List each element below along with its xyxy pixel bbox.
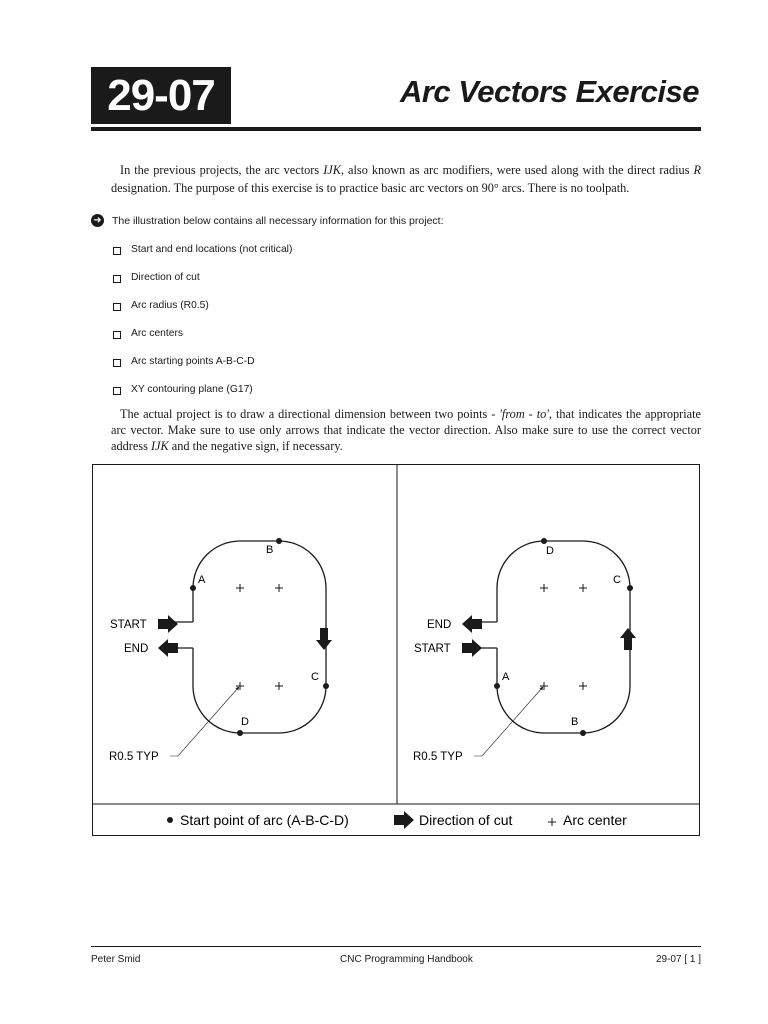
- list-item: [113, 356, 292, 384]
- start-point-dot: [541, 538, 547, 544]
- checkbox-square-icon: [113, 331, 121, 339]
- list-item: [113, 272, 292, 300]
- radius-leader-line: [170, 688, 238, 756]
- diagram-border: [93, 465, 700, 836]
- direction-of-cut-arrow-icon: [316, 628, 332, 650]
- start-point-dot: [494, 683, 500, 689]
- list-item: [113, 244, 292, 272]
- list-item-label: XY contouring plane (G17): [131, 384, 253, 395]
- checkbox-square-icon: [113, 247, 121, 255]
- body-text-2: , that indicates the appropriate arc vector. Make sure to use only arrows that indicate the vector direction. Also make sure to use the correct vector address: [111, 407, 701, 453]
- checkbox-square-icon: [113, 387, 121, 395]
- point-label-b: B: [266, 544, 274, 556]
- list-item-label: Arc starting points A-B-C-D: [131, 356, 255, 367]
- start-arrow-icon: [158, 615, 178, 633]
- footer-book: CNC Programming Handbook: [340, 954, 473, 965]
- direction-arrow-icon: [394, 811, 414, 829]
- checkbox-square-icon: [113, 359, 121, 367]
- list-item-label: Arc radius (R0.5): [131, 300, 209, 311]
- footer-rule: [91, 946, 701, 947]
- list-item-label: Start and end locations (not critical): [131, 244, 293, 255]
- start-point-dot: [323, 683, 329, 689]
- right-contour: [497, 541, 630, 733]
- start-point-dot: [237, 730, 243, 736]
- start-point-dot-icon: [167, 817, 173, 823]
- body-fromto: 'from - to': [499, 407, 549, 421]
- radius-leader-line: [474, 688, 542, 756]
- lead-text: The illustration below contains all necessary information for this project:: [112, 214, 444, 227]
- start-point-dot: [190, 585, 196, 591]
- intro-paragraph: [111, 161, 701, 197]
- start-point-dot: [627, 585, 633, 591]
- arc-vectors-diagram: [92, 464, 700, 836]
- radius-label: R0.5 TYP: [109, 751, 159, 763]
- point-label-a: A: [198, 574, 206, 586]
- legend-start-point: Start point of arc (A-B-C-D): [180, 812, 349, 828]
- start-point-dot: [580, 730, 586, 736]
- arc-center-marks: [540, 584, 587, 690]
- end-label: END: [427, 619, 452, 631]
- end-arrow-icon: [462, 615, 482, 633]
- list-item: [113, 328, 292, 356]
- list-item-label: Direction of cut: [131, 272, 200, 283]
- checkbox-square-icon: [113, 303, 121, 311]
- arc-center-icon: [548, 818, 556, 826]
- point-label-b: B: [571, 716, 579, 728]
- direction-of-cut-arrow-icon: [620, 628, 636, 650]
- right-panel: [413, 538, 636, 763]
- left-panel: [109, 538, 332, 763]
- lead-line: [91, 214, 444, 227]
- intro-text-3: designation. The purpose of this exercise is to practice basic arc vectors on 90° arcs. There is no toolpath.: [111, 181, 630, 195]
- point-label-c: C: [311, 671, 319, 683]
- body-ijk: IJK: [150, 439, 169, 453]
- left-contour: [193, 541, 326, 733]
- title-rule: [91, 127, 701, 131]
- legend: [167, 811, 627, 829]
- intro-text-2: , also known as arc modifiers, were used along with the direct radius: [340, 163, 694, 177]
- legend-arc-center: Arc center: [563, 812, 627, 828]
- checkbox-square-icon: [113, 275, 121, 283]
- start-point-dot: [276, 538, 282, 544]
- list-item: [113, 300, 292, 328]
- arc-center-marks: [236, 584, 283, 690]
- chapter-number-badge: [91, 67, 231, 124]
- chapter-number: 29-07: [107, 70, 215, 120]
- body-text-1: The actual project is to draw a directional dimension between two points -: [120, 407, 500, 421]
- start-label: START: [110, 619, 147, 631]
- footer-author: Peter Smid: [91, 954, 141, 965]
- start-label: START: [414, 643, 451, 655]
- intro-ijk: IJK: [323, 163, 341, 177]
- footer-page: 29-07 [ 1 ]: [655, 954, 701, 965]
- body-paragraph: [111, 406, 701, 454]
- list-item-label: Arc centers: [131, 328, 184, 339]
- arrow-bullet-icon: ➜: [91, 214, 104, 227]
- page-title: Arc Vectors Exercise: [399, 74, 699, 109]
- checklist: [113, 244, 292, 412]
- intro-r: R: [693, 163, 701, 177]
- point-label-d: D: [546, 545, 554, 557]
- start-arrow-icon: [462, 639, 482, 657]
- body-text-3: and the negative sign, if necessary.: [168, 439, 343, 453]
- intro-text-1: In the previous projects, the arc vectors: [120, 163, 324, 177]
- end-arrow-icon: [158, 639, 178, 657]
- end-label: END: [124, 643, 149, 655]
- legend-direction: Direction of cut: [419, 812, 513, 828]
- point-label-c: C: [613, 574, 621, 586]
- point-label-d: D: [241, 716, 249, 728]
- point-label-a: A: [502, 671, 510, 683]
- radius-label: R0.5 TYP: [413, 751, 463, 763]
